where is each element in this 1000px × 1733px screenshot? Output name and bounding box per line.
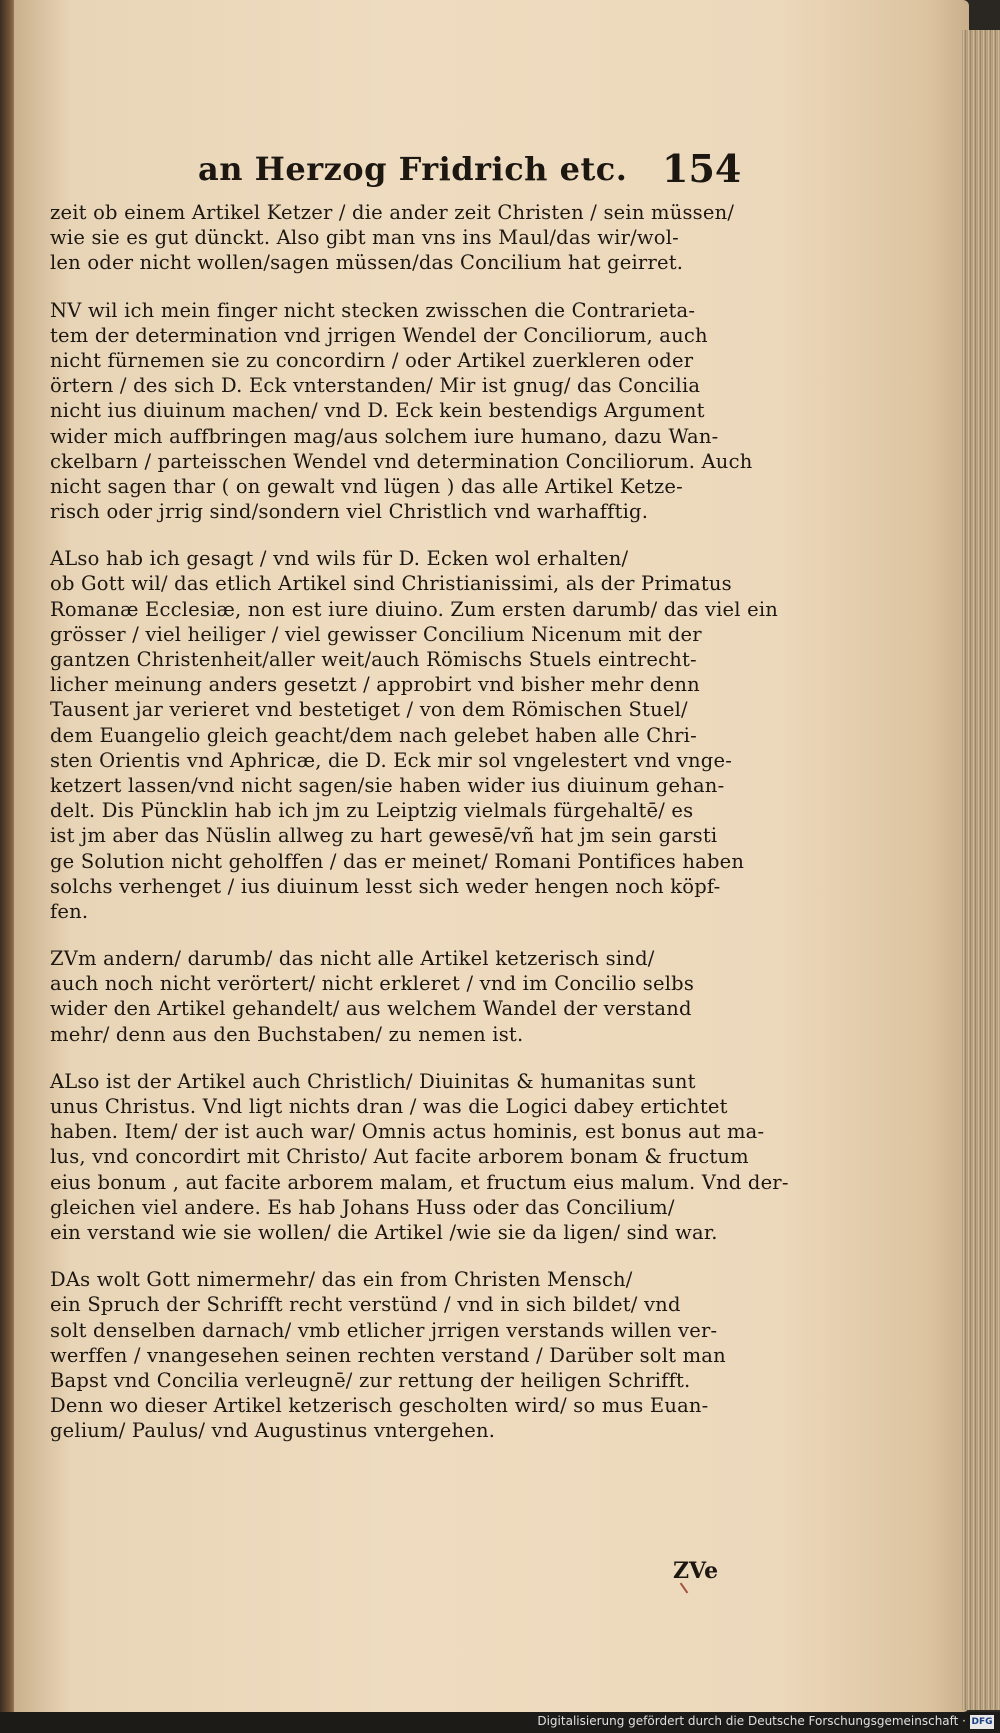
folio-number: 154 <box>662 146 742 191</box>
text-line: dem Euangelio gleich geacht/dem nach gelebet haben alle Chri- <box>50 723 697 747</box>
text-line: nicht ius diuinum machen/ vnd D. Eck kein bestendigs Argument <box>50 399 705 423</box>
text-line: DAs wolt Gott nimermehr/ das ein from Christen Mensch/ <box>50 1268 633 1292</box>
text-line: wider den Artikel gehandelt/ aus welchem Wandel der verstand <box>50 997 692 1021</box>
text-line: werffen / vnangesehen seinen rechten verstand / Darüber solt man <box>50 1343 726 1367</box>
text-line: örtern / des sich D. Eck vnterstanden/ Mir ist gnug/ das Concilia <box>50 374 701 398</box>
text-line: grösser / viel heiliger / viel gewisser Concilium Nicenum mit der <box>50 622 702 646</box>
text-line: nicht sagen thar ( on gewalt vnd lügen ) das alle Artikel Ketze- <box>50 474 683 498</box>
text-line: ist jm aber das Nüslin allweg zu hart gewesē/vñ hat jm sein garsti <box>50 824 718 848</box>
text-line: gelium/ Paulus/ vnd Augustinus vntergehen. <box>50 1419 496 1443</box>
text-line: zeit ob einem Artikel Ketzer / die ander zeit Christen / sein müssen/ <box>50 201 735 224</box>
text-line: gleichen viel andere. Es hab Johans Huss oder das Concilium/ <box>50 1195 675 1219</box>
text-line: auch noch nicht verörtert/ nicht erkleret / vnd im Concilio selbs <box>50 972 695 996</box>
paragraph <box>50 546 779 924</box>
text-line: eius bonum , aut facite arborem malam, et fructum eius malum. Vnd der- <box>50 1170 789 1194</box>
text-line: ALso hab ich gesagt / vnd wils für D. Ecken wol erhalten/ <box>50 547 629 571</box>
page-edges <box>962 30 1000 1710</box>
text-line: wie sie es gut dünckt. Also gibt man vns ins Maul/das wir/wol- <box>50 226 679 250</box>
text-line: unus Christus. Vnd ligt nichts dran / was die Logici dabey ertichtet <box>50 1095 728 1118</box>
text-line: solchs verhenget / ius diuinum lesst sich weder hengen noch köpf- <box>50 874 721 898</box>
text-line: tem der determination vnd jrrigen Wendel der Conciliorum, auch <box>50 323 708 347</box>
text-line: lus, vnd concordirt mit Christo/ Aut facite arborem bonam & fructum <box>50 1145 749 1169</box>
text-line: ketzert lassen/vnd nicht sagen/sie haben wider ius diuinum gehan- <box>50 773 725 797</box>
text-line: Denn wo dieser Artikel ketzerisch gescholten wird/ so mus Euan- <box>50 1394 709 1418</box>
text-line: len oder nicht wollen/sagen müssen/das Concilium hat geirret. <box>50 251 684 275</box>
text-line: ZVm andern/ darumb/ das nicht alle Artikel ketzerisch sind/ <box>50 947 655 971</box>
text-line: ein Spruch der Schrifft recht verstünd / vnd in sich bildet/ vnd <box>50 1293 681 1317</box>
paragraph <box>50 1069 789 1245</box>
text-line: wider mich auffbringen mag/aus solchem iure humano, dazu Wan- <box>50 424 719 448</box>
paragraph <box>50 298 753 525</box>
text-line: solt denselben darnach/ vmb etlicher jrrigen verstands willen ver- <box>50 1318 718 1342</box>
paragraph <box>50 946 740 1047</box>
funding-credit: Digitalisierung gefördert durch die Deutsche Forschungsgemeinschaft · <box>537 1714 966 1728</box>
text-line: gantzen Christenheit/aller weit/auch Römischs Stuels eintrecht- <box>50 648 697 671</box>
text-line: Romanæ Ecclesiæ, non est iure diuino. Zum ersten darumb/ das viel ein <box>50 597 779 621</box>
text-line: sten Orientis vnd Aphricæ, die D. Eck mir sol vngelestert vnd vnge- <box>50 748 732 772</box>
footer-bar <box>0 1712 1000 1733</box>
text-line: Tausent jar verieret vnd bestetiget / von dem Römischen Stuel/ <box>50 698 688 722</box>
dfg-logo: DFG <box>971 1717 993 1727</box>
running-head <box>50 146 742 200</box>
text-line: delt. Dis Püncklin hab ich jm zu Leiptzig vielmals fürgehaltē/ es <box>50 799 694 823</box>
page-text <box>50 146 789 1584</box>
text-line: ob Gott wil/ das etlich Artikel sind Christianissimi, als der Primatus <box>50 572 732 596</box>
running-title: an Herzog Fridrich etc. <box>198 150 628 188</box>
catchword: ZVe <box>673 1558 719 1584</box>
text-line: Bapst vnd Concilia verleugnē/ zur rettung der heiligen Schrifft. <box>50 1368 691 1392</box>
text-line: nicht fürnemen sie zu concordirn / oder Artikel zuerkleren oder <box>50 348 694 372</box>
paragraph <box>50 200 740 276</box>
text-line: ckelbarn / parteisschen Wendel vnd determination Conciliorum. Auch <box>50 449 753 473</box>
text-line: ALso ist der Artikel auch Christlich/ Diuinitas & humanitas sunt <box>50 1069 696 1093</box>
paragraph <box>50 1267 740 1443</box>
text-line: fen. <box>50 899 89 923</box>
text-line: licher meinung anders gesetzt / approbirt vnd bisher mehr denn <box>50 673 700 697</box>
text-line: NV wil ich mein finger nicht stecken zwisschen die Contrarieta- <box>50 298 696 322</box>
text-line: risch oder jrrig sind/sondern viel Christlich vnd warhafftig. <box>50 500 649 524</box>
text-line: mehr/ denn aus den Buchstaben/ zu nemen ist. <box>50 1022 524 1046</box>
text-line: haben. Item/ der ist auch war/ Omnis actus hominis, est bonus aut ma- <box>50 1120 765 1144</box>
text-line: ein verstand wie sie wollen/ die Artikel /wie sie da ligen/ sind war. <box>50 1220 718 1244</box>
text-line: ge Solution nicht geholffen / das er meinet/ Romani Pontifices haben <box>50 849 745 873</box>
